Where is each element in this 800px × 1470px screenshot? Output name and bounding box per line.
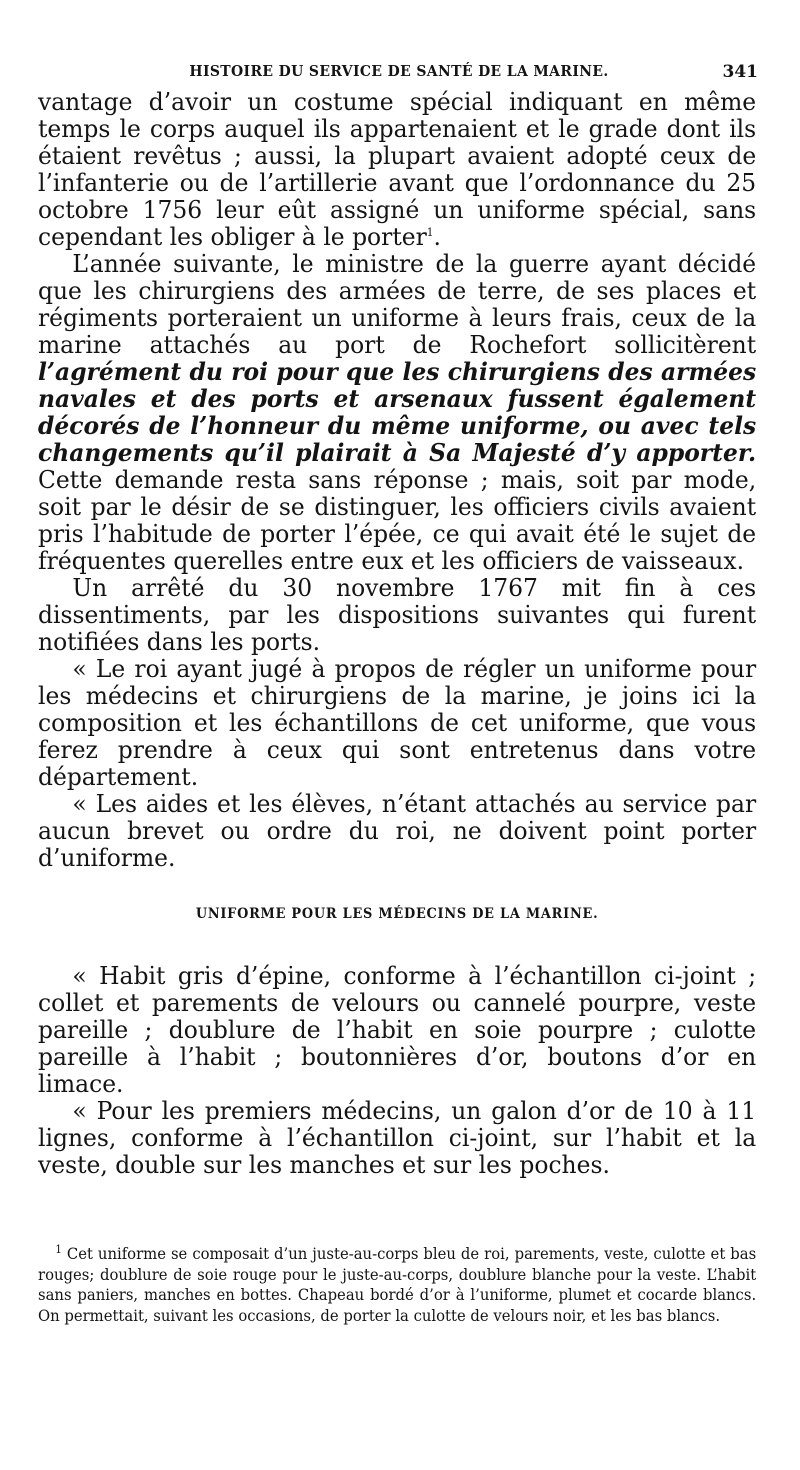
text-run: L’année suivante, le ministre de la guerre ayant décidé que les chirurgiens des armées de terre, de ses places et régiments porteraient un uniforme à leurs frais, ceux de la marine attachés au port de Rochefort sollicitèrent [38,249,757,359]
body-text [38,88,756,1178]
footnotes [38,1244,756,1326]
paragraph [38,790,756,871]
text-run: « Le roi ayant jugé à propos de régler un uniforme pour les médecins et chirurgiens de la marine, je joins ici la composition et les échantillons de cet uniforme, que vous ferez prendre à ceux qui sont entretenus dans votre département. [38,654,757,791]
footnote [38,1244,756,1326]
text-run: « Habit gris d’épine, conforme à l’échantillon ci-joint ; collet et parements de velours ou cannelé pourpre, veste pareille ; doublure de l’habit en soie pourpre ; culotte pareille à l’habit ; boutonnières d’or, boutons d’or en limace. [38,961,757,1098]
text-run: . [433,222,441,251]
section-subheading: UNIFORME POUR LES MÉDECINS DE LA MARINE. [195,906,599,922]
paragraph [38,962,756,1097]
paragraph [38,655,756,790]
footnote-number: 1 [55,1242,62,1256]
paragraph [38,250,756,574]
footnote-text: Cet uniforme se composait d’un juste-au-corps bleu de roi, parements, veste, culotte et bas rouges; doublure de soie rouge pour le juste-au-corps, doublure blanche pour la veste. L’habit sans paniers, manches en bottes. Chapeau bordé d’or à l’uniforme, plumet et cocarde blancs. On permettait, suivant les occasions, de porter la culotte de velours noir, et les bas blancs. [38,1245,757,1325]
text-run: « Pour les premiers médecins, un galon d’or de 10 à 11 lignes, conforme à l’échantillon ci-joint, sur l’habit et la veste, double sur les manches et sur les poches. [38,1096,757,1179]
paragraph [38,574,756,655]
text-run: « Les aides et les élèves, n’étant attachés au service par aucun brevet ou ordre du roi, ne doivent point porter d’uniforme. [38,789,757,872]
text-run: Un arrêté du 30 novembre 1767 mit fin à ces dissentiments, par les dispositions suivantes qui furent notifiées dans les ports. [38,573,757,656]
paragraph [38,1097,756,1178]
running-title: HISTOIRE DU SERVICE DE SANTÉ DE LA MARINE. [189,62,609,80]
paragraph [38,88,756,250]
text-run: vantage d’avoir un costume spécial indiquant en même temps le corps auquel ils appartenaient et le grade dont ils étaient revêtus ; aussi, la plupart avaient adopté ceux de l’infanterie ou de l’artillerie avant que l’ordonnance du 25 octobre 1756 leur eût assigné un uniforme spécial, sans cependant les obliger à le porter [38,87,757,251]
quoted-italic-text: l’agrément du roi pour que les chirurgiens des armées navales et des ports et arsenaux fussent également décorés de l’honneur du même uniforme, ou avec tels changements qu’il plairait à Sa Majesté d’y apporter. [38,357,757,467]
text-run: Cette demande resta sans réponse ; mais, soit par mode, soit par le désir de se distinguer, les officiers civils avaient pris l’habitude de porter l’épée, ce qui avait été le sujet de fréquentes querelles entre eux et les officiers de vaisseaux. [38,465,757,575]
footnote-marker: 1 [426,225,434,239]
page-number: 341 [722,62,758,82]
page-header [38,62,760,86]
